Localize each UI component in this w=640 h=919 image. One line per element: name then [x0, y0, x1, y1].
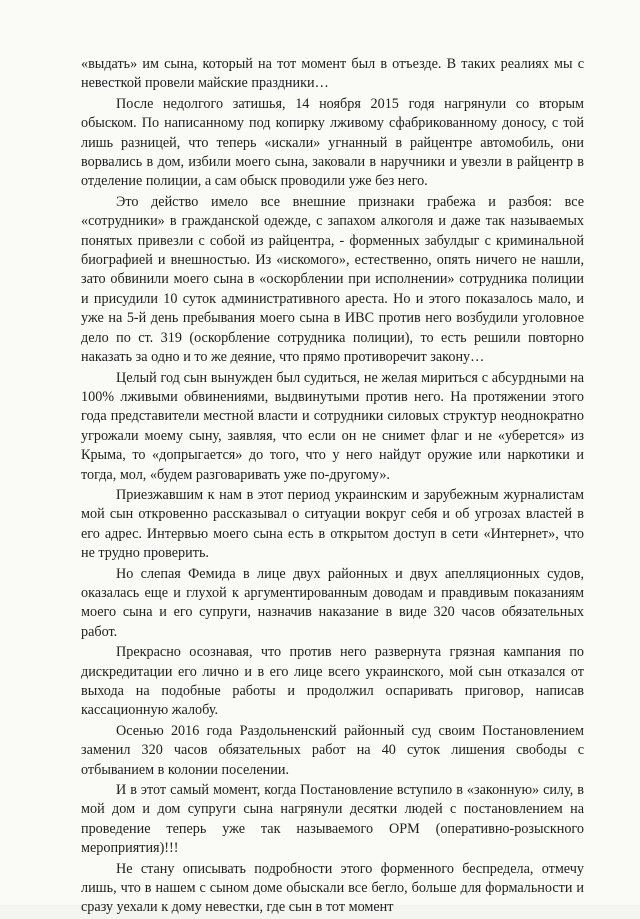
paragraph: Прекрасно осознавая, что против него развернута грязная кампания по дискредитации его лично и в его лице всего украинского, мой сын отказался от выхода на подобные работы и продолжил оспаривать приговор, написав кассационную жалобу. — [81, 644, 584, 719]
paragraph: Приезжавшим к нам в этот период украинским и зарубежным журналистам мой сын откровенно рассказывал о ситуации вокруг себя и об угрозах властей в его адрес. Интервью моего сына есть в открытом доступ в сети «Интернет», что не трудно проверить. — [81, 486, 584, 562]
document-body — [81, 55, 584, 919]
paragraph: «выдать» им сына, который на тот момент был в отъезде. В таких реалиях мы с невесткой провели майские праздники… — [81, 56, 584, 92]
paragraph: Но слепая Фемида в лице двух районных и двух апелляционных судов, оказалась еще и глухой к аргументированным доводам и правдивым показаниям моего сына и его супруги, назначив наказание в виде 320 часов обязательных работ. — [81, 565, 584, 640]
paragraph: После недолгого затишья, 14 ноября 2015 годя нагрянули со вторым обыском. По написанному под копирку лживому сфабрикованному доносу, с той лишь разницей, что теперь «искали» угнанный в райцентре автомобиль, они ворвались в дом, избили моего сына, заковали в наручники и увезли в райцентр в отделение полиции, а сам обыск проводили уже без него. — [81, 95, 584, 190]
paragraph: Не стану описывать подробности этого форменного беспредела, отмечу лишь, что в нашем с сыном доме обыскали все бегло, больше для формальности и сразу уехали к дому невестки, где сын в тот момент — [81, 860, 584, 916]
paragraph: Целый год сын вынужден был судиться, не желая мириться с абсурдными на 100% лживыми обвинениями, выдвинутыми против него. На протяжении этого года представители местной власти и сотрудники силовых структур неоднократно угрожали моему сыну, заявляя, что если он не снимет флаг и не «уберется» из Крыма, то «допрыгается» до того, что у него найдут оружие или наркотики и тогда, мол, «будем разговаривать уже по-другому». — [81, 369, 584, 483]
paragraph: Это действо имело все внешние признаки грабежа и разбоя: все «сотрудники» в гражданской одежде, с запахом алкоголя и даже так называемых понятых привезли с собой из райцентра, - форменных забулдыг с криминальной биографией и внешностью. Из «искомого», естественно, опять ничего не нашли, зато обвинили моего сына в «оскорблении при исполнении» сотрудника полиции и присудили 10 суток административного ареста. Но и этого показалось мало, и уже на 5-й день пребывания моего сына в ИВС против него возбудили уголовное дело по ст. 319 (оскорбление сотрудника полиции), то есть решили повторно наказать за одно и то же деяние, что прямо противоречит закону… — [81, 193, 584, 366]
paragraph: Осенью 2016 года Раздольненский районный суд своим Постановлением заменил 320 часов обязательных работ на 40 суток лишения свободы с отбыванием в колонии поселении. — [81, 722, 584, 778]
paragraph: И в этот самый момент, когда Постановление вступило в «законную» силу, в мой дом и дом супруги сына нагрянули десятки людей с постановлением на проведение теперь уже так называемого ОРМ (оперативно-розыскного мероприятия)!!! — [81, 782, 584, 857]
